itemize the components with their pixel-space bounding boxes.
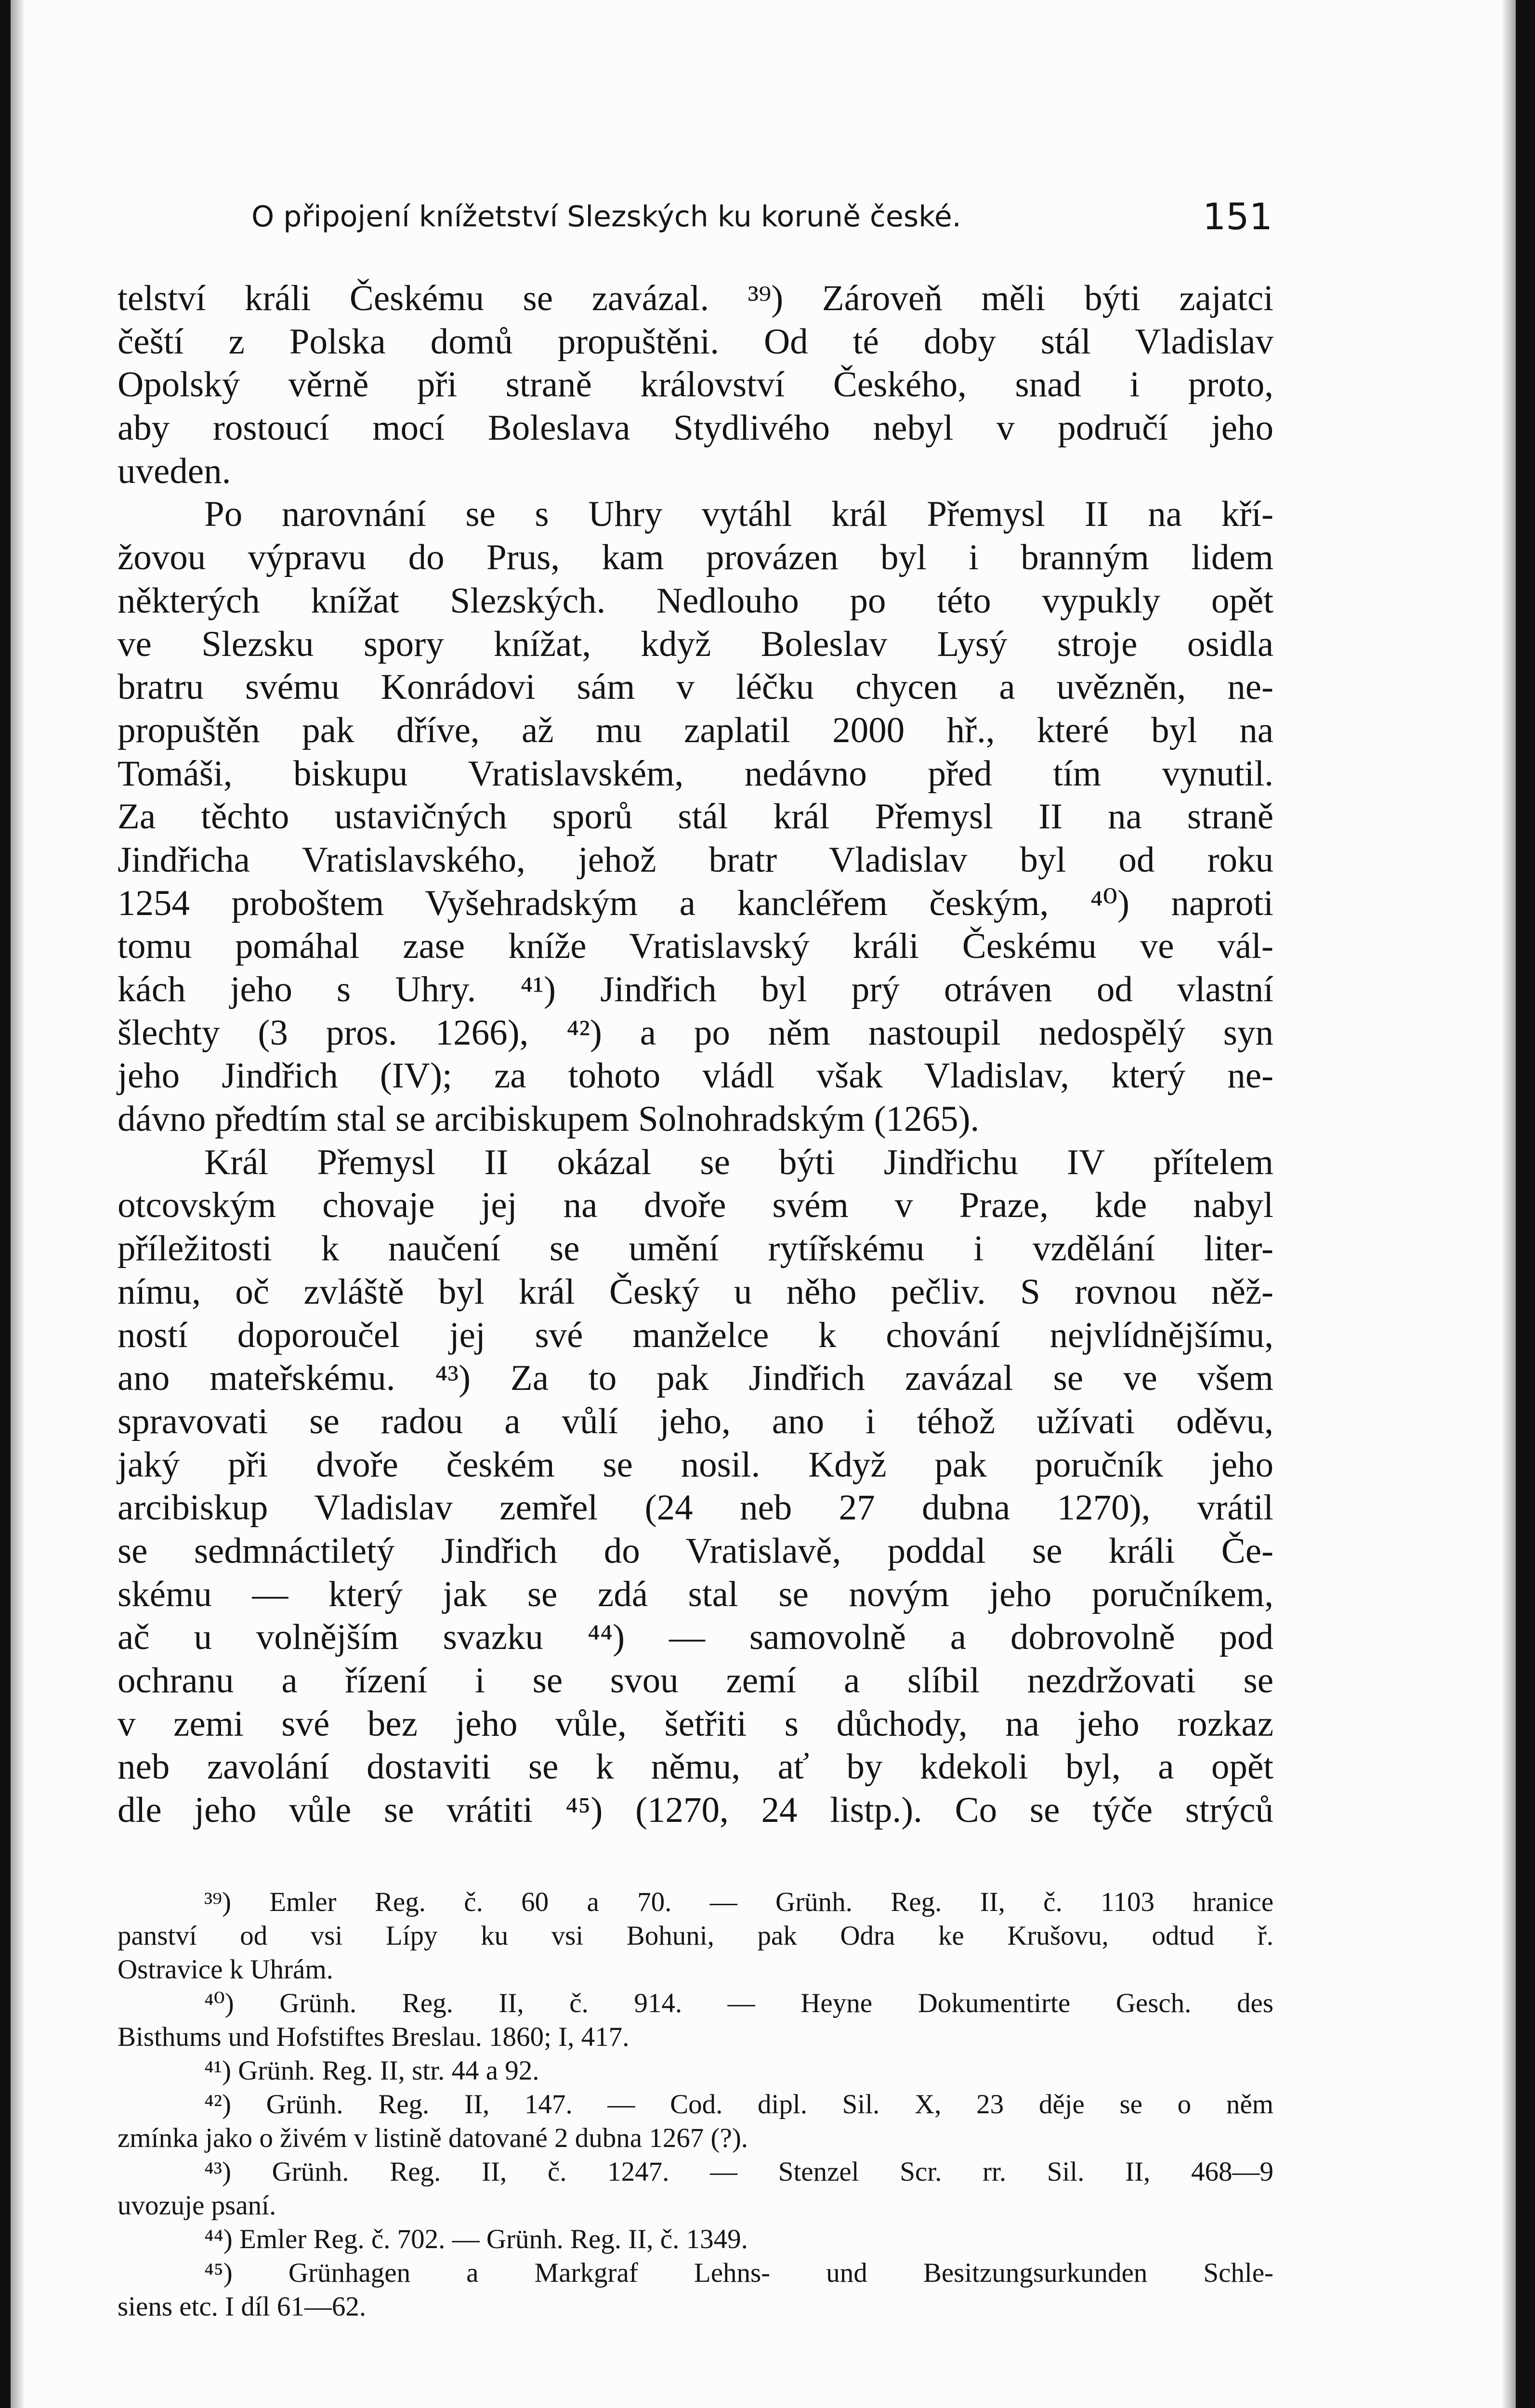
body-line: 1254 proboštem Vyšehradským a kancléřem českým, ⁴⁰) naproti bbox=[118, 883, 1273, 923]
body-line: Jindřicha Vratislavského, jehož bratr Vladislav byl od roku bbox=[118, 839, 1273, 880]
footnote-line: ⁴⁴) Emler Reg. č. 702. — Grünh. Reg. II, č. 1349. bbox=[204, 2224, 748, 2254]
footnote-line: uvozuje psaní. bbox=[118, 2190, 276, 2221]
body-line: v zemi své bez jeho vůle, šetřiti s důchody, na jeho rozkaz bbox=[118, 1703, 1273, 1744]
body-line: se sedmnáctiletý Jindřich do Vratislavě, poddal se králi Če- bbox=[118, 1531, 1273, 1571]
body-line: skému — který jak se zdá stal se novým jeho poručníkem, bbox=[118, 1574, 1273, 1614]
body-line: neb zavolání dostaviti se k němu, ať by kdekoli byl, a opět bbox=[118, 1747, 1273, 1787]
footnote-line: zmínka jako o živém v listině datované 2 dubna 1267 (?). bbox=[118, 2123, 748, 2153]
body-line: ve Slezsku spory knížat, když Boleslav Lysý stroje osidla bbox=[118, 624, 1273, 664]
body-line: kách jeho s Uhry. ⁴¹) Jindřich byl prý otráven od vlastní bbox=[118, 969, 1273, 1009]
footnote-line: ⁴²) Grünh. Reg. II, 147. — Cod. dipl. Sil. X, 23 děje se o něm bbox=[204, 2089, 1273, 2120]
footnote-line: ⁴¹) Grünh. Reg. II, str. 44 a 92. bbox=[204, 2055, 539, 2086]
body-line: aby rostoucí mocí Boleslava Stydlivého nebyl v područí jeho bbox=[118, 408, 1273, 448]
body-line: arcibiskup Vladislav zemřel (24 neb 27 dubna 1270), vrátil bbox=[118, 1488, 1273, 1528]
page-header bbox=[251, 193, 1273, 241]
body-line: dle jeho vůle se vrátiti ⁴⁵) (1270, 24 listp.). Co se týče strýců bbox=[118, 1790, 1273, 1831]
body-text bbox=[118, 277, 1273, 1832]
footnote-line: ³⁹) Emler Reg. č. 60 a 70. — Grünh. Reg. II, č. 1103 hranice bbox=[204, 1887, 1273, 1917]
body-line: některých knížat Slezských. Nedlouho po této vypukly opět bbox=[118, 580, 1273, 621]
body-line: spravovati se radou a vůlí jeho, ano i téhož užívati oděvu, bbox=[118, 1401, 1273, 1441]
body-line: příležitosti k naučení se umění rytířskému i vzdělání liter- bbox=[118, 1229, 1273, 1269]
body-line: ač u volnějším svazku ⁴⁴) — samovolně a dobrovolně pod bbox=[118, 1617, 1273, 1658]
scan-shadow-right bbox=[1501, 0, 1516, 2408]
scanned-page bbox=[11, 0, 1516, 2408]
body-line: Po narovnání se s Uhry vytáhl král Přemysl II na kří- bbox=[204, 494, 1273, 535]
body-line: dávno předtím stal se arcibiskupem Solnohradským (1265). bbox=[118, 1099, 980, 1139]
running-title: O připojení knížetství Slezských ku koruně české. bbox=[251, 200, 961, 234]
scan-shadow-left bbox=[11, 0, 25, 2408]
body-line: žovou výpravu do Prus, kam provázen byl i branným lidem bbox=[118, 537, 1273, 578]
footnote-line: ⁴⁰) Grünh. Reg. II, č. 914. — Heyne Dokumentirte Gesch. des bbox=[204, 1988, 1273, 2018]
footnote-line: Bisthums und Hofstiftes Breslau. 1860; I, 417. bbox=[118, 2022, 630, 2052]
footnotes bbox=[118, 1885, 1273, 2324]
body-line: propuštěn pak dříve, až mu zaplatil 2000 hř., které byl na bbox=[118, 710, 1273, 750]
footnote-line: panství od vsi Lípy ku vsi Bohuni, pak Odra ke Krušovu, odtud ř. bbox=[118, 1921, 1273, 1951]
body-line: otcovským chovaje jej na dvoře svém v Praze, kde nabyl bbox=[118, 1185, 1273, 1226]
body-line: uveden. bbox=[118, 451, 231, 491]
page-number: 151 bbox=[1202, 195, 1273, 238]
body-line: Za těchto ustavičných sporů stál král Přemysl II na straně bbox=[118, 797, 1273, 837]
footnote-line: Ostravice k Uhrám. bbox=[118, 1954, 333, 1985]
body-line: Král Přemysl II okázal se býti Jindřichu IV přítelem bbox=[204, 1142, 1273, 1182]
body-line: ochranu a řízení i se svou zemí a slíbil nezdržovati se bbox=[118, 1661, 1273, 1701]
footnote-line: ⁴³) Grünh. Reg. II, č. 1247. — Stenzel Scr. rr. Sil. II, 468—9 bbox=[204, 2157, 1273, 2187]
body-line: ností doporoučel jej své manželce k chování nejvlídnějšímu, bbox=[118, 1315, 1273, 1355]
body-line: jeho Jindřich (IV); za tohoto vládl však Vladislav, který ne- bbox=[118, 1056, 1273, 1096]
body-line: bratru svému Konrádovi sám v léčku chycen a uvězněn, ne- bbox=[118, 667, 1273, 707]
body-line: nímu, oč zvláště byl král Český u něho pečliv. S rovnou něž- bbox=[118, 1271, 1273, 1312]
footnote-line: siens etc. I díl 61—62. bbox=[118, 2291, 367, 2322]
body-line: tomu pomáhal zase kníže Vratislavský králi Českému ve vál- bbox=[118, 926, 1273, 967]
body-line: ano mateřskému. ⁴³) Za to pak Jindřich zavázal se ve všem bbox=[118, 1358, 1273, 1399]
body-line: jaký při dvoře českém se nosil. Když pak poručník jeho bbox=[118, 1444, 1273, 1485]
body-line: telství králi Českému se zavázal. ³⁹) Zároveň měli býti zajatci bbox=[118, 278, 1273, 318]
body-line: čeští z Polska domů propuštěni. Od té doby stál Vladislav bbox=[118, 321, 1273, 362]
body-line: šlechty (3 pros. 1266), ⁴²) a po něm nastoupil nedospělý syn bbox=[118, 1012, 1273, 1053]
body-line: Opolský věrně při straně království Českého, snad i proto, bbox=[118, 365, 1273, 405]
body-line: Tomáši, biskupu Vratislavském, nedávno před tím vynutil. bbox=[118, 753, 1273, 794]
footnote-line: ⁴⁵) Grünhagen a Markgraf Lehns- und Besitzungsurkunden Schle- bbox=[204, 2258, 1273, 2288]
